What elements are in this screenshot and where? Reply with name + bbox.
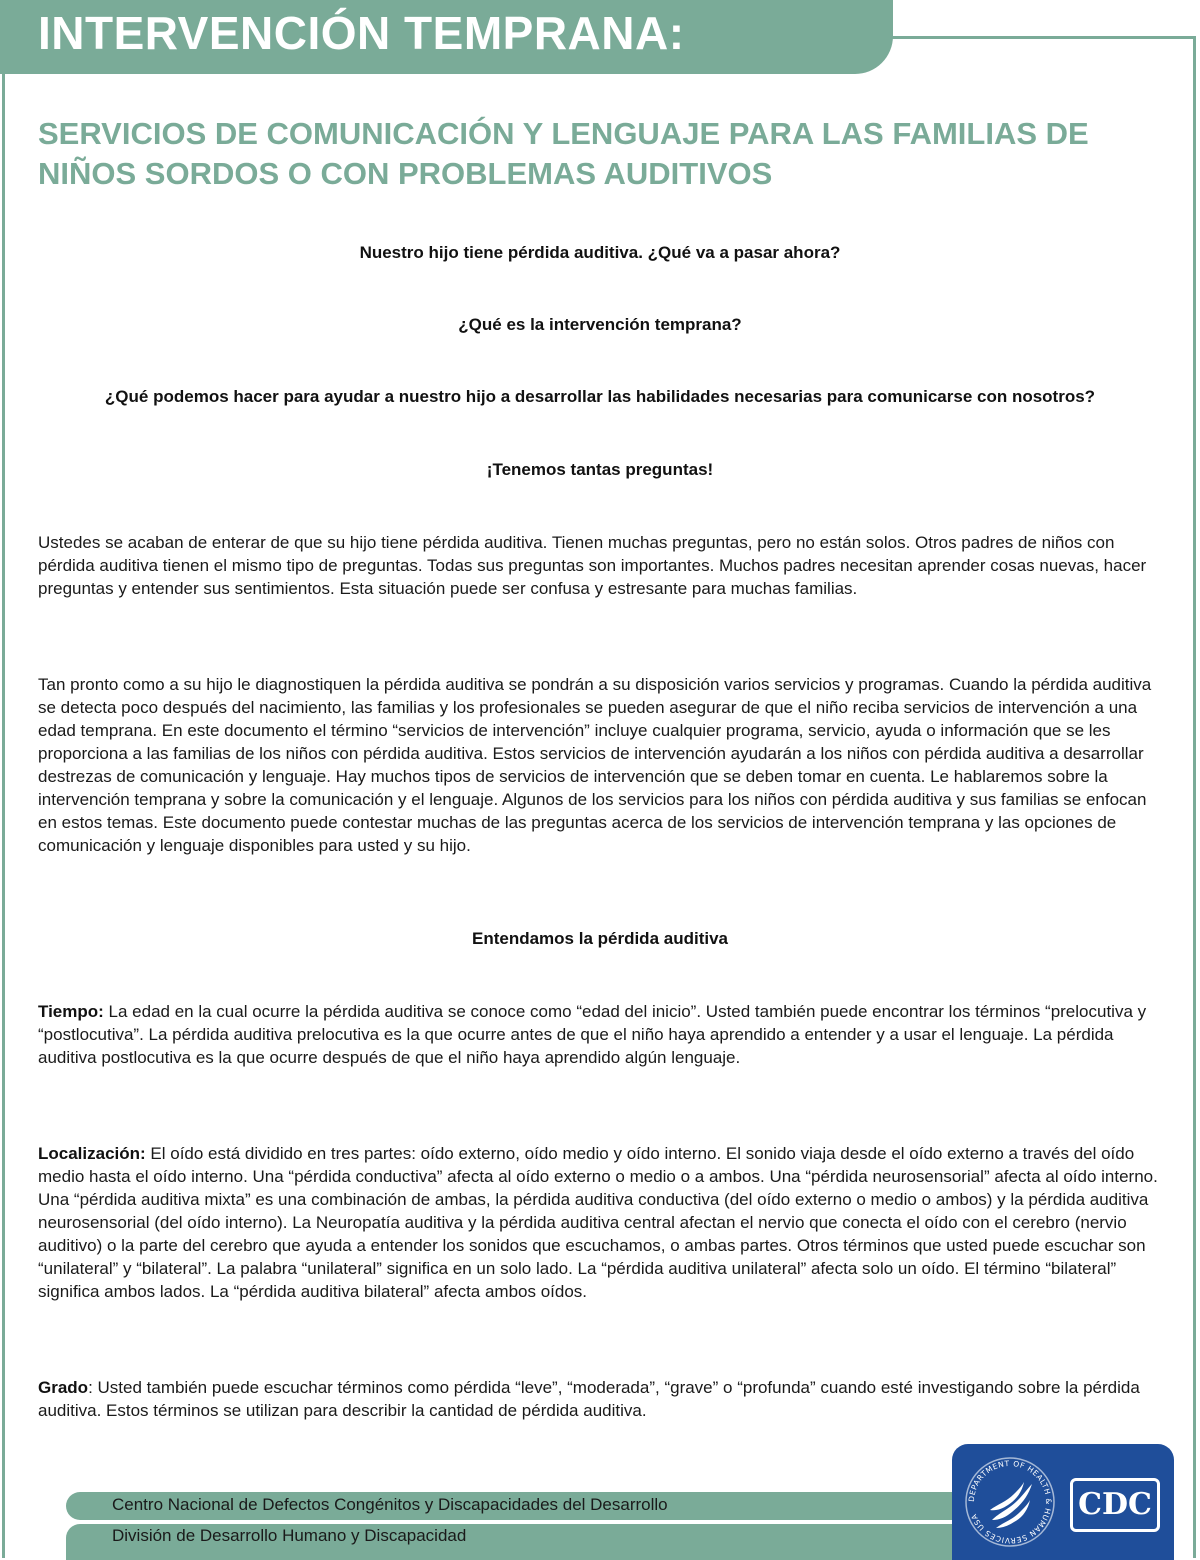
hhs-seal-icon: [962, 1454, 1058, 1550]
definition-grado: [38, 1376, 1160, 1422]
intro-paragraph-1: Ustedes se acaban de enterar de que su hijo tiene pérdida auditiva. Tienen muchas preguntas, pero no están solos. Otros padres de niños con pérdida auditiva tienen el mismo tipo de preguntas. Todas sus preguntas son importantes. Muchos padres necesitan aprender cosas nuevas, hacer preguntas y entender sus sentimientos. Esta situación puede ser confusa y estresante para muchas familias.: [38, 533, 1147, 598]
question-1: Nuestro hijo tiene pérdida auditiva. ¿Qué va a pasar ahora?: [359, 243, 841, 262]
definition-term: Localización:: [38, 1144, 146, 1163]
intro-paragraph-2: Tan pronto como a su hijo le diagnostiquen la pérdida auditiva se pondrán a su disposición varios servicios y programas. Cuando la pérdida auditiva se detecta poco después del nacimiento, las familias y los profesionales se pueden asegurar de que el niño reciba servicios de intervención a una edad temprana. En este documento el término “servicios de intervención” incluye cualquier programa, servicio, ayuda o información que se les proporciona a las familias de los niños con pérdida auditiva. Estos servicios de intervención ayudarán a los niños con pérdida auditiva a desarrollar destrezas de comunicación y lenguaje. Hay muchos tipos de servicios de intervención que se deben tomar en cuenta. Le hablaremos sobre la intervención temprana y sobre la comunicación y el lenguaje. Algunos de los servicios para los niños con pérdida auditiva y sus familias se enfocan en estos temas. Este documento puede contestar muchas de las preguntas acerca de los servicios de intervención temprana y las opciones de comunicación y lenguaje disponibles para usted y su hijo.: [38, 675, 1152, 855]
frame-border-left: [2, 36, 5, 1558]
question-4: ¡Tenemos tantas preguntas!: [486, 460, 714, 479]
question-2: ¿Qué es la intervención temprana?: [458, 315, 742, 334]
definition-text: La edad en la cual ocurre la pérdida auditiva se conoce como “edad del inicio”. Usted también puede encontrar los términos “prelocutiva y “postlocutiva”. La pérdida auditiva prelocutiva es la que ocurre antes de que el niño haya aprendido a entender y a usar el lenguaje. La pérdida auditiva postlocutiva es la que ocurre después de que el niño haya aprendido algún lenguaje.: [38, 1002, 1147, 1067]
section-heading: Entendamos la pérdida auditiva: [471, 929, 728, 948]
footer-division-name: División de Desarrollo Humano y Discapacidad: [112, 1526, 467, 1545]
page-subtitle: SERVICIOS DE COMUNICACIÓN Y LENGUAJE PARA LAS FAMILIAS DE NIÑOS SORDOS O CON PROBLEMAS AUDITIVOS: [38, 116, 1089, 191]
frame-border-right: [1193, 36, 1196, 1558]
seal-text: DEPARTMENT OF HEALTH & HUMAN SERVICES USA: [966, 1458, 1054, 1546]
cdc-logo: CDC: [1070, 1478, 1160, 1532]
definition-term: Grado: [38, 1378, 89, 1397]
footer-bar-2: [66, 1524, 966, 1560]
definition-tiempo: [38, 1000, 1160, 1069]
definition-localizacion: [38, 1142, 1160, 1303]
definition-text: El oído está dividido en tres partes: oído externo, oído medio y oído interno. El sonido viaja desde el oído externo a través del oído medio hasta el oído interno. Una “pérdida conductiva” afecta al oído externo o medio o a ambos. Una “pérdida neurosensorial” afecta al oído interno. Una “pérdida auditiva mixta” es una combinación de ambas, la pérdida auditiva conductiva (del oído externo o medio o ambos) y la pérdida auditiva neurosensorial (del oído interno). La Neuropatía auditiva y la pérdida auditiva central afectan el nervio que conecta el oído con el cerebro (nervio auditivo) o la parte del cerebro que ayuda a entender los sonidos que escuchamos, o ambas partes. Otros términos que usted puede escuchar son “unilateral” y “bilateral”. La palabra “unilateral” significa en un solo lado. La “pérdida auditiva unilateral” afecta solo un oído. El término “bilateral” significa ambos lados. La “pérdida auditiva bilateral” afecta ambos oídos.: [38, 1144, 1158, 1301]
footer-center-name: Centro Nacional de Defectos Congénitos y Discapacidades del Desarrollo: [112, 1495, 668, 1514]
question-3: ¿Qué podemos hacer para ayudar a nuestro hijo a desarrollar las habilidades necesarias para comunicarse con nosotros?: [104, 387, 1096, 406]
cdc-logo-panel: [952, 1444, 1174, 1560]
title-banner: [0, 0, 893, 74]
page-title: INTERVENCIÓN TEMPRANA:: [38, 7, 685, 59]
frame-border-top: [880, 36, 1196, 39]
footer-bar-1: [66, 1492, 966, 1520]
definition-term: Tiempo:: [38, 1002, 104, 1021]
definition-text: : Usted también puede escuchar términos como pérdida “leve”, “moderada”, “grave” o “profunda” cuando esté investigando sobre la pérdida auditiva. Estos términos se utilizan para describir la cantidad de pérdida auditiva.: [38, 1378, 1140, 1420]
